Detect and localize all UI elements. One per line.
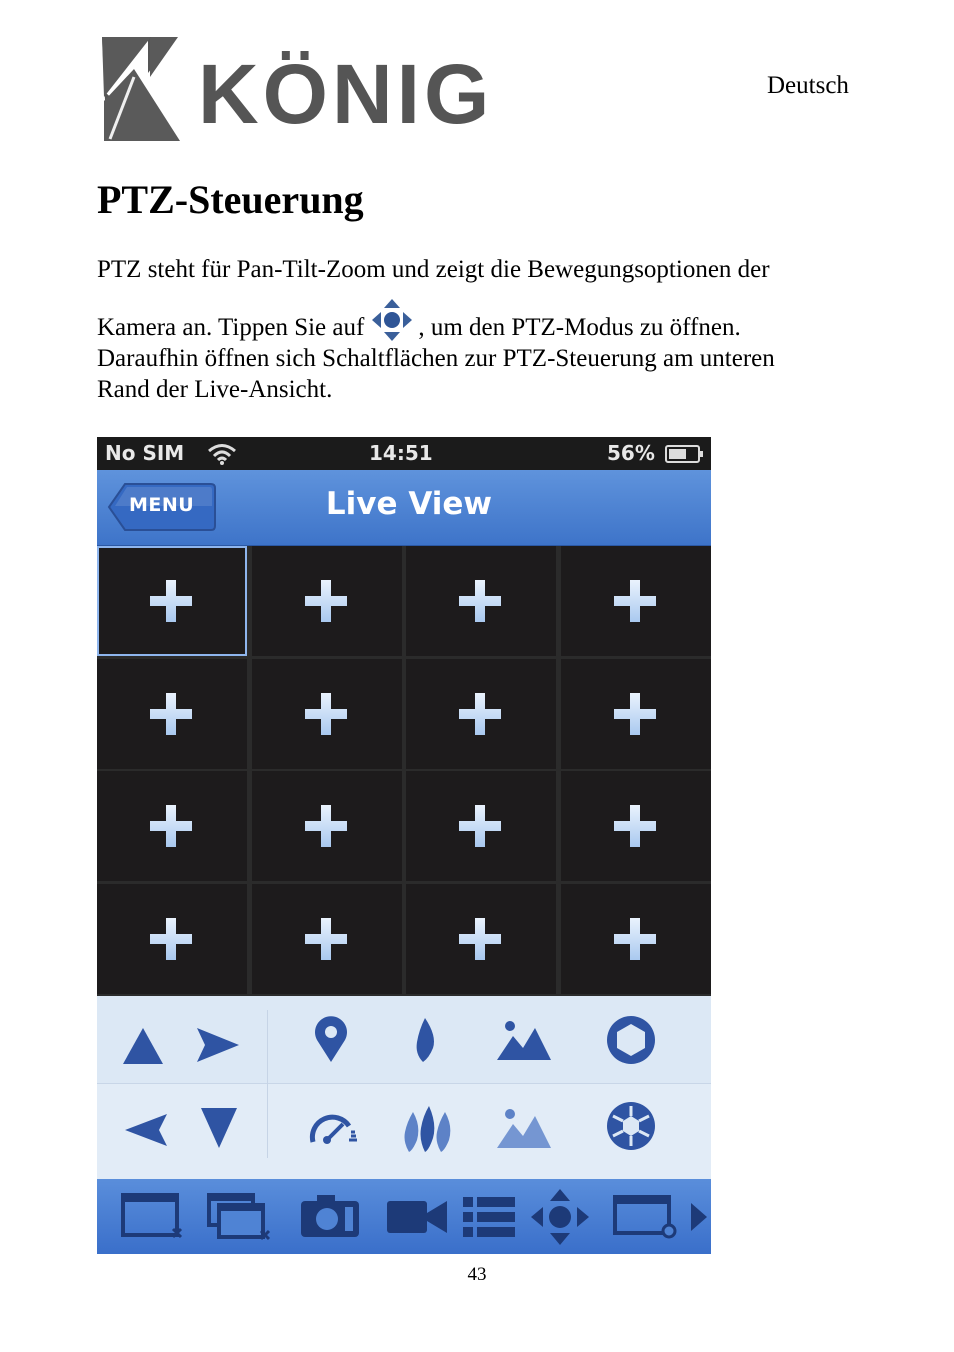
- add-camera-icon: [611, 915, 659, 963]
- brand-logo: [98, 33, 518, 145]
- add-camera-icon: [611, 577, 659, 625]
- iris-close-icon[interactable]: [605, 1102, 657, 1150]
- language-label: Deutsch: [767, 72, 849, 99]
- camera-grid: [97, 546, 711, 996]
- preset-pin-icon[interactable]: [313, 1016, 349, 1062]
- nav-title: Live View: [325, 486, 493, 522]
- nav-bar: [97, 470, 711, 547]
- carrier-label: No SIM: [105, 441, 185, 465]
- arrow-down-icon[interactable]: [201, 1108, 237, 1148]
- camera-slot[interactable]: [252, 659, 402, 769]
- camera-slot[interactable]: [406, 659, 556, 769]
- camera-slot[interactable]: [97, 884, 247, 994]
- camera-slot[interactable]: [97, 546, 247, 656]
- brand-logo-text: KÖNIG: [198, 47, 494, 141]
- paragraph-line: PTZ steht für Pan-Tilt-Zoom und zeigt die Bewegungsoptionen der: [97, 256, 770, 283]
- flames-icon[interactable]: [403, 1106, 455, 1152]
- list-icon[interactable]: [463, 1197, 515, 1237]
- paragraph-line: Daraufhin öffnen sich Schaltflächen zur PTZ-Steuerung am unteren: [97, 345, 775, 372]
- camera-slot[interactable]: [252, 771, 402, 881]
- add-camera-icon: [302, 915, 350, 963]
- add-camera-icon: [611, 690, 659, 738]
- paragraph-text: Kamera an. Tippen Sie auf: [97, 314, 365, 341]
- arrow-right-icon[interactable]: [197, 1028, 239, 1062]
- page-title: PTZ-Steuerung: [97, 177, 364, 222]
- add-camera-icon: [456, 690, 504, 738]
- brightness-down-icon[interactable]: [497, 1108, 551, 1148]
- record-video-icon[interactable]: [387, 1197, 447, 1237]
- ptz-control-icon[interactable]: [531, 1189, 589, 1245]
- add-camera-icon: [147, 577, 195, 625]
- arrow-left-icon[interactable]: [125, 1114, 167, 1146]
- app-screenshot: [97, 437, 711, 1254]
- camera-slot[interactable]: [561, 884, 711, 994]
- speed-gauge-icon[interactable]: [309, 1110, 359, 1148]
- add-camera-icon: [302, 802, 350, 850]
- camera-slot[interactable]: [561, 659, 711, 769]
- camera-slot[interactable]: [252, 546, 402, 656]
- add-camera-icon: [147, 690, 195, 738]
- close-window-icon[interactable]: [121, 1193, 187, 1241]
- camera-slot[interactable]: [97, 659, 247, 769]
- iris-open-icon[interactable]: [605, 1016, 657, 1064]
- camera-slot[interactable]: [406, 884, 556, 994]
- paragraph-line: Rand der Live-Ansicht.: [97, 376, 333, 403]
- status-bar: [97, 437, 711, 470]
- more-arrow-icon[interactable]: [691, 1203, 707, 1231]
- paragraph-line: [97, 299, 857, 343]
- add-camera-icon: [611, 802, 659, 850]
- camera-slot[interactable]: [406, 546, 556, 656]
- arrow-up-icon[interactable]: [123, 1028, 163, 1064]
- battery-icon: [665, 445, 705, 463]
- close-all-windows-icon[interactable]: [207, 1193, 273, 1241]
- camera-slot[interactable]: [406, 771, 556, 881]
- paragraph-text: , um den PTZ-Modus zu öffnen.: [418, 314, 741, 341]
- camera-slot[interactable]: [252, 884, 402, 994]
- window-settings-icon[interactable]: [613, 1195, 679, 1239]
- focus-drop-icon[interactable]: [413, 1018, 437, 1062]
- add-camera-icon: [302, 577, 350, 625]
- brightness-up-icon[interactable]: [497, 1020, 551, 1060]
- add-camera-icon: [456, 915, 504, 963]
- intro-paragraph: [97, 254, 857, 405]
- clock-label: 14:51: [369, 441, 433, 465]
- ptz-mode-icon: [372, 299, 412, 341]
- camera-slot[interactable]: [561, 771, 711, 881]
- page-number: 43: [467, 1264, 487, 1285]
- add-camera-icon: [302, 690, 350, 738]
- add-camera-icon: [147, 802, 195, 850]
- panel-divider: [267, 1010, 268, 1158]
- ptz-control-panel: [97, 996, 711, 1179]
- menu-back-label: MENU: [129, 494, 195, 516]
- bottom-toolbar: [97, 1179, 711, 1254]
- camera-slot[interactable]: [97, 771, 247, 881]
- camera-slot[interactable]: [561, 546, 711, 656]
- battery-percent: 56%: [607, 441, 655, 465]
- snapshot-camera-icon[interactable]: [299, 1195, 361, 1239]
- add-camera-icon: [456, 802, 504, 850]
- add-camera-icon: [147, 915, 195, 963]
- add-camera-icon: [456, 577, 504, 625]
- wifi-icon: [207, 443, 237, 465]
